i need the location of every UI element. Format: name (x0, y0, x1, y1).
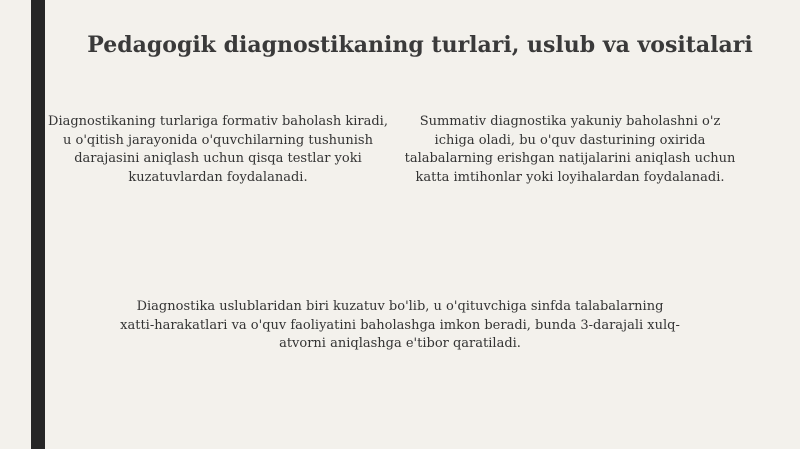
accent-bar (31, 0, 45, 449)
slide-title: Pedagogik diagnostikaning turlari, uslub va vositalari (87, 32, 753, 58)
text-block-summative: Summativ diagnostika yakuniy baholashni o'z ichiga oladi, bu o'quv dasturining oxirida talabalarning erishgan natijalarini aniqlash uchun katta imtihonlar yoki loyihalardan foydalanadi. (404, 114, 736, 185)
text-block-observation: Diagnostika uslublaridan biri kuzatuv bo'lib, u o'qituvchiga sinfda talabalarning xatti-harakatlari va o'quv faoliyatini baholashga imkon beradi, bunda 3-darajali xulq-atvorni aniqlashga e'tibor qaratiladi. (120, 299, 680, 351)
text-block-formative: Diagnostikaning turlariga formativ baholash kiradi, u o'qitish jarayonida o'quvchilarning tushunish darajasini aniqlash uchun qisqa testlar yoki kuzatuvlardan foydalanadi. (48, 114, 388, 185)
